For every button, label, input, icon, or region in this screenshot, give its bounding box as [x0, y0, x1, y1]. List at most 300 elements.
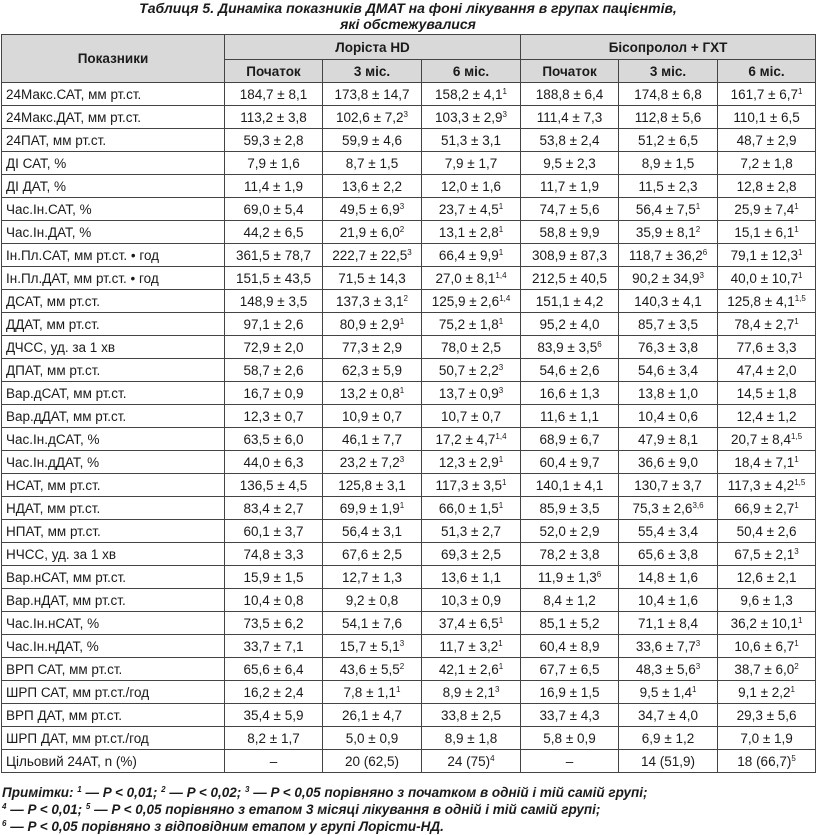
table-row — [2, 520, 816, 543]
significance-marker: 1 — [498, 224, 504, 234]
cell-value: 18 (66,7) — [737, 753, 792, 769]
table-cell — [422, 382, 521, 405]
table-cell — [619, 336, 718, 359]
cell-value: 12,8 ± 2,8 — [736, 178, 797, 194]
cell-value: 27,0 ± 8,1 — [435, 270, 496, 286]
significance-marker: 1 — [498, 638, 503, 648]
table-cell — [619, 382, 718, 405]
table-row — [2, 497, 816, 520]
cell-value: 75,3 ± 2,6 — [632, 500, 693, 516]
table-cell — [422, 290, 521, 313]
table-row — [2, 405, 816, 428]
cell-value: 137,3 ± 3,1 — [336, 293, 404, 309]
cell-value: 76,3 ± 3,8 — [638, 339, 698, 355]
row-label: Ін.Пл.САТ, мм рт.ст. • год — [2, 244, 225, 267]
cell-value: 50,4 ± 2,6 — [736, 523, 797, 539]
row-label: 24Макс.ДАТ, мм рт.ст. — [2, 106, 225, 129]
table-cell — [619, 405, 718, 428]
cell-value: 40,0 ± 10,7 — [730, 270, 799, 286]
table-cell — [422, 428, 521, 451]
cell-value: 97,1 ± 2,6 — [243, 316, 304, 332]
significance-marker: 1 — [794, 638, 799, 648]
significance-marker: 1 — [498, 615, 504, 625]
table-cell — [225, 520, 323, 543]
cell-value: 48,3 ± 5,6 — [635, 661, 696, 677]
header-row-groups — [2, 35, 816, 60]
table-cell — [619, 451, 718, 474]
table-cell — [521, 313, 619, 336]
cell-value: 23,7 ± 4,5 — [438, 201, 499, 217]
table-cell — [323, 612, 422, 635]
table-cell — [521, 681, 619, 704]
row-label: Цільовий 24АТ, n (%) — [2, 750, 225, 773]
cell-value: 222,7 ± 22,5 — [332, 247, 408, 263]
significance-marker: 1,4 — [495, 431, 507, 441]
table-cell — [521, 83, 619, 106]
cell-value: 12,6 ± 2,1 — [736, 569, 797, 585]
notes-prefix: Примітки: — [2, 785, 78, 800]
cell-value: 188,8 ± 6,4 — [535, 86, 604, 102]
cell-value: 29,3 ± 5,6 — [736, 707, 797, 723]
cell-value: 9,1 ± 2,2 — [738, 684, 791, 700]
cell-value: 80,9 ± 2,9 — [339, 316, 400, 332]
cell-value: 12,3 ± 2,9 — [438, 454, 499, 470]
cell-value: 6,9 ± 1,2 — [641, 730, 695, 746]
table-cell — [718, 83, 816, 106]
cell-value: 74,8 ± 3,3 — [243, 546, 304, 562]
table-row — [2, 267, 816, 290]
table-cell — [225, 382, 323, 405]
table-cell — [718, 497, 816, 520]
table-cell — [422, 520, 521, 543]
cell-value: 10,6 ± 6,7 — [734, 638, 795, 654]
cell-value: 125,8 ± 3,1 — [338, 477, 406, 493]
cell-value: 8,2 ± 1,7 — [247, 730, 300, 746]
cell-value: 308,9 ± 87,3 — [532, 247, 608, 263]
cell-value: 44,2 ± 6,5 — [243, 224, 304, 240]
cell-value: 54,6 ± 3,4 — [638, 362, 698, 378]
row-label: ВРП ДАТ, мм рт.ст. — [2, 704, 225, 727]
cell-value: 59,3 ± 2,8 — [243, 132, 304, 148]
table-cell — [225, 635, 323, 658]
table-row — [2, 658, 816, 681]
cell-value: 46,1 ± 7,7 — [342, 431, 402, 447]
row-label: Час.Ін.дДАТ, % — [2, 451, 225, 474]
cell-value: 8,9 ± 1,8 — [444, 730, 498, 746]
significance-marker: 1 — [498, 454, 504, 464]
significance-marker: 1 — [502, 86, 507, 96]
cell-value: 34,7 ± 4,0 — [638, 707, 698, 723]
cell-value: 16,9 ± 1,5 — [539, 684, 600, 700]
table-cell — [323, 290, 422, 313]
row-label: ДСАТ, мм рт.ст. — [2, 290, 225, 313]
significance-marker: 1 — [399, 385, 405, 395]
cell-value: 13,2 ± 0,8 — [339, 385, 400, 401]
cell-value: 38,7 ± 6,0 — [734, 661, 795, 677]
table-title-line-2: які обстежувалися — [340, 16, 476, 32]
table-cell — [718, 635, 816, 658]
table-cell — [225, 175, 323, 198]
table-cell — [619, 681, 718, 704]
note-text: — P < 0,01; — [81, 785, 162, 800]
cell-value: 13,6 ± 2,2 — [342, 178, 402, 194]
cell-value: 8,9 ± 2,1 — [442, 684, 496, 700]
row-label: 24Макс.САТ, мм рт.ст. — [2, 83, 225, 106]
table-cell — [521, 152, 619, 175]
cell-value: 7,8 ± 1,1 — [343, 684, 396, 700]
cell-value: 12,0 ± 1,6 — [441, 178, 501, 194]
row-label: 24ПАТ, мм рт.ст. — [2, 129, 225, 152]
cell-value: 5,0 ± 0,9 — [345, 730, 399, 746]
table-cell — [225, 589, 323, 612]
row-label: НСАТ, мм рт.ст. — [2, 474, 225, 497]
significance-marker: 1 — [498, 661, 504, 671]
table-cell — [323, 658, 422, 681]
table-cell — [521, 612, 619, 635]
cell-value: 90,2 ± 34,9 — [632, 270, 700, 286]
cell-value: 7,0 ± 1,9 — [740, 730, 793, 746]
significance-marker: 1 — [396, 684, 401, 694]
significance-marker: 6 — [702, 247, 708, 257]
table-cell — [323, 244, 422, 267]
cell-value: 51,2 ± 6,5 — [638, 132, 698, 148]
cell-value: 161,7 ± 6,7 — [730, 86, 799, 102]
cell-value: 8,9 ± 1,5 — [641, 155, 695, 171]
significance-marker: 3 — [699, 270, 704, 280]
cell-value: 67,5 ± 2,1 — [734, 546, 795, 562]
table-row — [2, 129, 816, 152]
table-cell — [718, 566, 816, 589]
cell-value: 69,3 ± 2,5 — [441, 546, 501, 562]
table-header — [2, 35, 816, 83]
table-row — [2, 175, 816, 198]
table-cell — [323, 497, 422, 520]
significance-marker: 1 — [794, 201, 799, 211]
table-cell — [323, 313, 422, 336]
table-cell — [323, 428, 422, 451]
table-cell — [619, 727, 718, 750]
table-row — [2, 382, 816, 405]
header-period: Початок — [225, 60, 323, 83]
cell-value: 140,1 ± 4,1 — [535, 477, 604, 493]
cell-value: 85,9 ± 3,5 — [539, 500, 600, 516]
significance-marker: 1,4 — [495, 270, 507, 280]
table-row — [2, 198, 816, 221]
cell-value: 11,4 ± 1,9 — [244, 178, 303, 194]
table-row — [2, 106, 816, 129]
table-cell — [718, 658, 816, 681]
cell-value: 44,0 ± 6,3 — [243, 454, 304, 470]
significance-marker: 2 — [403, 293, 408, 303]
table-row — [2, 589, 816, 612]
cell-value: 25,9 ± 7,4 — [734, 201, 795, 217]
table-cell — [422, 221, 521, 244]
table-cell — [718, 704, 816, 727]
cell-value: – — [269, 753, 278, 769]
cell-value: 103,3 ± 2,9 — [435, 109, 503, 125]
cell-value: 140,3 ± 4,1 — [634, 293, 702, 309]
cell-value: 62,3 ± 5,9 — [342, 362, 402, 378]
table-cell — [619, 612, 718, 635]
cell-value: 17,2 ± 4,7 — [435, 431, 496, 447]
significance-marker: 2 — [399, 224, 405, 234]
cell-value: 48,7 ± 2,9 — [736, 132, 797, 148]
table-cell — [521, 336, 619, 359]
table-cell — [225, 704, 323, 727]
cell-value: 67,6 ± 2,5 — [342, 546, 402, 562]
significance-marker: 3 — [399, 201, 405, 211]
note-text: — P < 0,02; — [165, 785, 246, 800]
cell-value: 7,9 ± 1,7 — [444, 155, 498, 171]
cell-value: 95,2 ± 4,0 — [539, 316, 600, 332]
cell-value: 16,2 ± 2,4 — [243, 684, 304, 700]
table-cell — [225, 750, 323, 773]
table-cell — [718, 428, 816, 451]
table-cell — [225, 405, 323, 428]
table-cell — [718, 152, 816, 175]
significance-marker: 3 — [695, 638, 701, 648]
table-cell — [422, 106, 521, 129]
cell-value: 9,5 ± 1,4 — [639, 684, 693, 700]
table-row — [2, 474, 816, 497]
cell-value: 10,3 ± 0,9 — [441, 592, 501, 608]
cell-value: 68,9 ± 6,7 — [539, 431, 600, 447]
cell-value: 83,4 ± 2,7 — [243, 500, 304, 516]
cell-value: 184,7 ± 8,1 — [239, 86, 308, 102]
table-cell — [718, 405, 816, 428]
table-row — [2, 612, 816, 635]
cell-value: 78,0 ± 2,5 — [441, 339, 501, 355]
table-cell — [521, 566, 619, 589]
cell-value: 7,2 ± 1,8 — [740, 155, 793, 171]
table-cell — [422, 612, 521, 635]
table-cell — [323, 106, 422, 129]
table-cell — [323, 566, 422, 589]
table-cell — [619, 520, 718, 543]
cell-value: 51,3 ± 3,1 — [441, 132, 501, 148]
cell-value: 9,2 ± 0,8 — [345, 592, 399, 608]
cell-value: 10,7 ± 0,7 — [441, 408, 501, 424]
table-cell — [323, 198, 422, 221]
table-cell — [619, 106, 718, 129]
cell-value: 65,6 ± 3,8 — [638, 546, 698, 562]
significance-marker: 1 — [790, 684, 795, 694]
cell-value: 8,4 ± 1,2 — [543, 592, 596, 608]
cell-value: 9,5 ± 2,3 — [543, 155, 596, 171]
table-cell — [718, 267, 816, 290]
table-cell — [225, 267, 323, 290]
table-cell — [323, 405, 422, 428]
significance-marker: 2 — [695, 224, 701, 234]
cell-value: 173,8 ± 14,7 — [334, 86, 410, 102]
note-marker: 6 — [2, 819, 7, 828]
table-cell — [718, 221, 816, 244]
table-cell — [521, 750, 619, 773]
cell-value: 35,4 ± 5,9 — [243, 707, 304, 723]
cell-value: 15,9 ± 1,5 — [243, 569, 304, 585]
table-cell — [225, 727, 323, 750]
table-cell — [619, 566, 718, 589]
significance-marker: 3 — [403, 109, 408, 119]
table-cell — [225, 497, 323, 520]
cell-value: 112,8 ± 5,6 — [634, 109, 702, 125]
table-cell — [422, 129, 521, 152]
significance-marker: 1 — [798, 247, 803, 257]
table-cell — [619, 290, 718, 313]
table-cell — [422, 336, 521, 359]
cell-value: 47,9 ± 8,1 — [638, 431, 698, 447]
cell-value: 85,1 ± 5,2 — [539, 615, 600, 631]
table-cell — [718, 543, 816, 566]
table-cell — [323, 589, 422, 612]
cell-value: 56,4 ± 7,5 — [635, 201, 696, 217]
table-cell — [323, 267, 422, 290]
significance-marker: 3 — [794, 546, 799, 556]
row-label: НДАТ, мм рт.ст. — [2, 497, 225, 520]
table-cell — [718, 198, 816, 221]
table-cell — [619, 359, 718, 382]
table-row — [2, 221, 816, 244]
significance-marker: 1 — [498, 201, 504, 211]
significance-marker: 3 — [495, 684, 500, 694]
significance-marker: 3,6 — [692, 500, 704, 510]
significance-marker: 5 — [791, 753, 796, 763]
cell-value: 10,4 ± 0,8 — [243, 592, 304, 608]
row-label: ДІ САТ, % — [2, 152, 225, 175]
cell-value: 125,8 ± 4,1 — [727, 293, 795, 309]
table-cell — [422, 566, 521, 589]
significance-marker: 1 — [798, 270, 803, 280]
cell-value: 212,5 ± 40,5 — [532, 270, 608, 286]
significance-marker: 3 — [695, 661, 701, 671]
cell-value: 49,5 ± 6,9 — [339, 201, 400, 217]
row-label: Час.Ін.САТ, % — [2, 198, 225, 221]
row-label: Час.Ін.нСАТ, % — [2, 612, 225, 635]
significance-marker: 1 — [399, 316, 405, 326]
table-title-line-1: Таблиця 5. Динаміка показників ДМАТ на фоні лікування в групах пацієнтів, — [139, 0, 677, 16]
note-marker: 5 — [85, 802, 91, 811]
table-cell — [422, 83, 521, 106]
cell-value: 136,5 ± 4,5 — [239, 477, 308, 493]
table-cell — [718, 313, 816, 336]
significance-marker: 1 — [498, 316, 504, 326]
cell-value: 10,9 ± 0,7 — [342, 408, 402, 424]
table-cell — [323, 635, 422, 658]
table-cell — [718, 589, 816, 612]
table-row — [2, 152, 816, 175]
row-label: ДІ ДАТ, % — [2, 175, 225, 198]
table-cell — [225, 290, 323, 313]
table-cell — [619, 428, 718, 451]
significance-marker: 3 — [502, 109, 507, 119]
table-cell — [422, 313, 521, 336]
table-cell — [225, 336, 323, 359]
table-row — [2, 336, 816, 359]
table-cell — [422, 750, 521, 773]
table-row — [2, 83, 816, 106]
cell-value: 148,9 ± 3,5 — [239, 293, 308, 309]
table-cell — [422, 359, 521, 382]
significance-marker: 1 — [798, 615, 803, 625]
results-table — [1, 34, 816, 773]
cell-value: 37,4 ± 6,5 — [438, 615, 499, 631]
table-cell — [521, 290, 619, 313]
row-label: Час.Ін.нДАТ, % — [2, 635, 225, 658]
table-cell — [521, 497, 619, 520]
table-cell — [422, 244, 521, 267]
significance-marker: 2 — [399, 661, 405, 671]
table-cell — [521, 704, 619, 727]
cell-value: 67,7 ± 6,5 — [539, 661, 600, 677]
table-cell — [619, 543, 718, 566]
notes-line-3 — [2, 818, 814, 835]
cell-value: 158,2 ± 4,1 — [435, 86, 503, 102]
table-cell — [225, 83, 323, 106]
table-cell — [619, 198, 718, 221]
cell-value: 23,2 ± 7,2 — [339, 454, 400, 470]
note-text: — P < 0,05 порівняно з етапом 3 місяці лікування в одній і тій самій групі; — [90, 802, 601, 817]
table-cell — [619, 704, 718, 727]
table-cell — [718, 336, 816, 359]
cell-value: 72,9 ± 2,0 — [243, 339, 304, 355]
table-cell — [521, 428, 619, 451]
table-cell — [619, 267, 718, 290]
row-label: ДПАТ, мм рт.ст. — [2, 359, 225, 382]
table-cell — [422, 543, 521, 566]
table-cell — [718, 451, 816, 474]
cell-value: 54,6 ± 2,6 — [539, 362, 600, 378]
table-cell — [521, 658, 619, 681]
table-row — [2, 428, 816, 451]
cell-value: 56,4 ± 3,1 — [342, 523, 402, 539]
table-cell — [521, 244, 619, 267]
significance-marker: 3 — [399, 638, 405, 648]
cell-value: 11,7 ± 1,9 — [540, 178, 599, 194]
table-cell — [225, 221, 323, 244]
cell-value: 16,6 ± 1,3 — [539, 385, 600, 401]
notes-line-2 — [2, 801, 814, 818]
cell-value: 21,9 ± 6,0 — [339, 224, 400, 240]
table-row — [2, 290, 816, 313]
table-cell — [225, 612, 323, 635]
cell-value: 47,4 ± 2,0 — [736, 362, 797, 378]
table-cell — [718, 612, 816, 635]
cell-value: 20 (62,5) — [344, 753, 400, 769]
cell-value: 130,7 ± 3,7 — [634, 477, 702, 493]
table-row — [2, 566, 816, 589]
table-cell — [619, 589, 718, 612]
cell-value: 66,0 ± 1,5 — [438, 500, 499, 516]
cell-value: 66,4 ± 9,9 — [438, 247, 499, 263]
cell-value: 361,5 ± 78,7 — [236, 247, 311, 263]
row-label: ДЧСС, уд. за 1 хв — [2, 336, 225, 359]
table-cell — [718, 290, 816, 313]
cell-value: 24 (75) — [447, 753, 491, 769]
table-cell — [422, 635, 521, 658]
cell-value: 71,1 ± 8,4 — [638, 615, 698, 631]
significance-marker: 3 — [498, 362, 504, 372]
cell-value: 14,5 ± 1,8 — [736, 385, 797, 401]
cell-value: 151,5 ± 43,5 — [236, 270, 311, 286]
cell-value: 11,5 ± 2,3 — [638, 178, 698, 194]
cell-value: 14,8 ± 1,6 — [638, 569, 698, 585]
table-title — [0, 0, 816, 32]
significance-marker: 3 — [407, 247, 412, 257]
cell-value: 78,2 ± 3,8 — [539, 546, 600, 562]
table-cell — [225, 566, 323, 589]
cell-value: 15,7 ± 5,1 — [339, 638, 400, 654]
row-label: НЧСС, уд. за 1 хв — [2, 543, 225, 566]
